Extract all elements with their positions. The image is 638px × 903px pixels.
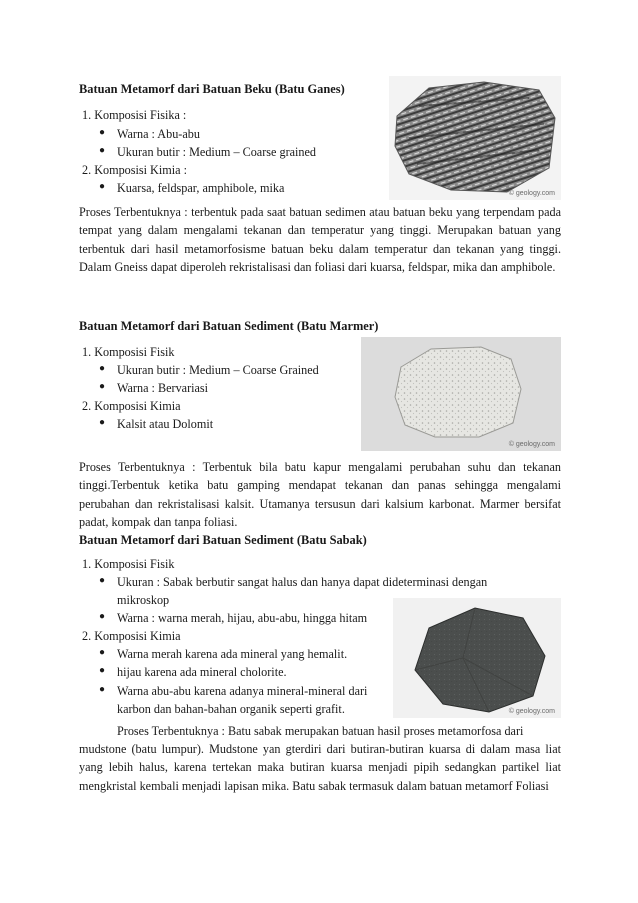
photo-credit: © geology.com — [508, 190, 555, 197]
formation-paragraph-slate-first-line: Proses Terbentuknya : Batu sabak merupakan batuan hasil proses metamorfosa dari — [117, 724, 524, 738]
bullet-color: ● Warna : Abu-abu — [99, 127, 200, 141]
bullet-grain-size: ● Ukuran butir : Medium – Coarse Grained — [99, 363, 319, 377]
bullet-color: ● Warna : warna merah, hijau, abu-abu, hingga hitam — [99, 611, 368, 625]
section-title-marble: Batuan Metamorf dari Batuan Sediment (Batu Marmer) — [79, 319, 379, 333]
formation-paragraph-gneiss: Proses Terbentuknya : terbentuk pada saat batuan sedimen atau batuan beku yang terpendam pada tempat yang dalam mengalami tekanan dan temperatur yang tinggi. Merupakan batuan yang terbentuk dari hasil metamorfosisme batuan beku dalam temperatur dan tekanan yang tinggi. Dalam Gneiss dapat diperoleh rekristalisasi dan foliasi dari kuarsa, feldspar, mika dan amphibole. — [79, 205, 561, 275]
gneiss-rock-photo — [389, 76, 561, 200]
list-item-physical: 1. Komposisi Fisik — [82, 557, 175, 571]
section-title-slate: Batuan Metamorf dari Batuan Sediment (Batu Sabak) — [79, 533, 367, 547]
bullet-grain-size: ● Ukuran : Sabak berbutir sangat halus dan hanya dapat dideterminasi dengan — [99, 575, 488, 589]
bullet-gray-mineral: ● Warna abu-abu karena adanya mineral-mineral dari — [99, 684, 368, 698]
bullet-color: ● Warna : Bervariasi — [99, 381, 209, 395]
slate-rock-photo — [393, 598, 561, 718]
bullet-grain-size: ● Ukuran butir : Medium – Coarse grained — [99, 145, 317, 159]
section-title-gneiss: Batuan Metamorf dari Batuan Beku (Batu Ganes) — [79, 82, 345, 96]
list-item-chemical: 2. Komposisi Kimia — [82, 399, 181, 413]
bullet-minerals: ● Kuarsa, feldspar, amphibole, mika — [99, 181, 285, 195]
list-item-chemical: 2. Komposisi Kimia — [82, 629, 181, 643]
bullet-gray-mineral-continued: karbon dan bahan-bahan organik seperti grafit. — [117, 702, 345, 716]
photo-credit: © geology.com — [508, 441, 555, 448]
slate-rock-image — [393, 598, 561, 718]
list-item-chemical: 2. Komposisi Kimia : — [82, 163, 187, 177]
marble-rock-image — [361, 337, 561, 451]
gneiss-rock-image — [389, 76, 561, 200]
marble-rock-photo — [361, 337, 561, 451]
bullet-grain-size-continued: mikroskop — [117, 593, 170, 607]
bullet-green-mineral: ● hijau karena ada mineral cholorite. — [99, 665, 287, 679]
formation-paragraph-slate: mudstone (batu lumpur). Mudstone yan gterdiri dari butiran-butiran kuarsa di dalam masa liat yang lebih halus, karena tertekan maka butiran kuarsa menjadi pipih sedangkan partikel liat mengkristal kembali menjadi lapisan mika. Batu sabak termasuk dalam batuan metamorf Foliasi — [79, 742, 561, 793]
list-item-physical: 1. Komposisi Fisik — [82, 345, 175, 359]
photo-credit: © geology.com — [508, 708, 555, 715]
bullet-minerals: ● Kalsit atau Dolomit — [99, 417, 214, 431]
formation-paragraph-marble: Proses Terbentuknya : Terbentuk bila batu kapur mengalami perubahan suhu dan tekanan tinggi.Terbentuk ketika batu gamping mendapat tekanan dan panas sehingga mengalami perubahan dan rekristalisasi kalsit. Utamanya tersusun dari kalsium karbonat. Marmer bersifat padat, kompak dan tanpa foliasi. — [79, 460, 561, 530]
list-item-physical: 1. Komposisi Fisika : — [82, 108, 187, 122]
bullet-red-mineral: ● Warna merah karena ada mineral yang hemalit. — [99, 647, 348, 661]
